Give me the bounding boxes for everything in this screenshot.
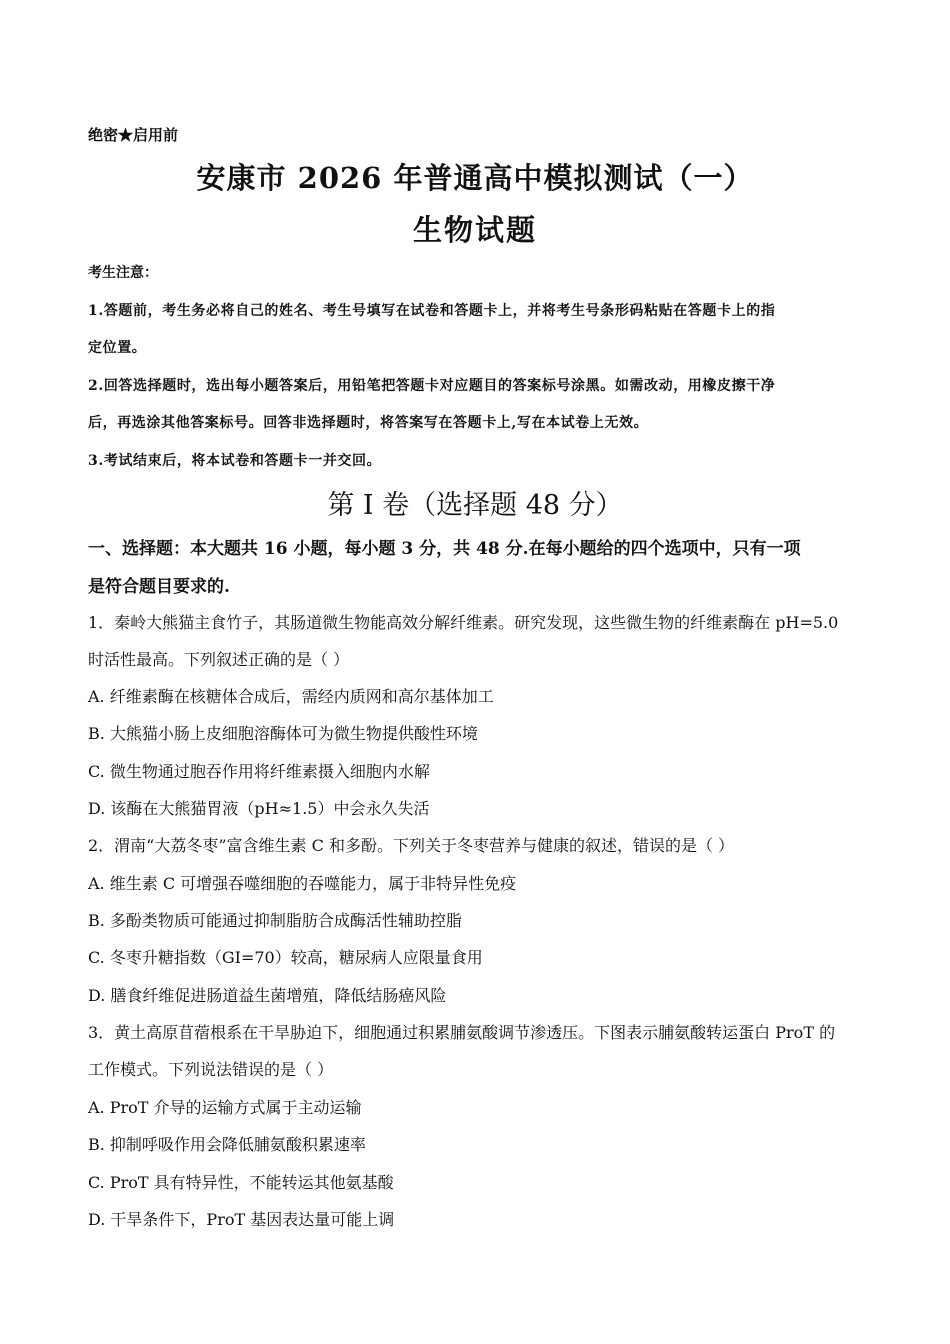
- question-3-option-c: C. ProT 具有特异性，不能转运其他氨基酸: [88, 1173, 394, 1192]
- part-instruction: 一、选择题：本大题共 16 小题，每小题 3 分，共 48 分.在每小题给的四个选项中，只有一项: [88, 539, 801, 559]
- notice-line: 定位置。: [88, 340, 147, 356]
- question-3-option-b: B. 抑制呼吸作用会降低脯氨酸积累速率: [88, 1135, 366, 1154]
- question-1-option-c: C. 微生物通过胞吞作用将纤维素摄入细胞内水解: [88, 762, 430, 781]
- notice-line: 3.考试结束后，将本试卷和答题卡一并交回。: [88, 453, 382, 469]
- exam-subject: 生物试题: [412, 213, 537, 247]
- question-3-stem: 工作模式。下列说法错误的是（ ）: [88, 1060, 334, 1079]
- question-2-option-d: D. 膳食纤维促进肠道益生菌增殖，降低结肠癌风险: [88, 986, 447, 1005]
- section-title: 第 I 卷（选择题 48 分）: [327, 490, 623, 521]
- notice-line: 后，再选涂其他答案标号。回答非选择题时，将答案写在答题卡上,写在本试卷上无效。: [88, 415, 649, 431]
- notice-line: 1.答题前，考生务必将自己的姓名、考生号填写在试卷和答题卡上，并将考生号条形码粘贴在答题卡上的指: [88, 303, 776, 319]
- exam-title: 安康市 2026 年普通高中模拟测试（一）: [196, 161, 754, 195]
- question-2-stem: 2．渭南“大荔冬枣”富含维生素 C 和多酚。下列关于冬枣营养与健康的叙述，错误的是（ ）: [88, 836, 735, 855]
- question-2-option-c: C. 冬枣升糖指数（GI=70）较高，糖尿病人应限量食用: [88, 948, 483, 967]
- question-3-option-d: D. 干旱条件下，ProT 基因表达量可能上调: [88, 1210, 395, 1229]
- part-instruction: 是符合题目要求的.: [88, 577, 230, 597]
- question-2-option-b: B. 多酚类物质可能通过抑制脂肪合成酶活性辅助控脂: [88, 911, 462, 930]
- question-2-option-a: A. 维生素 C 可增强吞噬细胞的吞噬能力，属于非特异性免疫: [88, 874, 517, 893]
- question-1-stem: 1．秦岭大熊猫主食竹子，其肠道微生物能高效分解纤维素。研究发现，这些微生物的纤维素酶在 pH=5.0: [88, 613, 839, 632]
- question-3-stem: 3．黄土高原苜蓿根系在干旱胁迫下，细胞通过积累脯氨酸调节渗透压。下图表示脯氨酸转运蛋白 ProT 的: [88, 1023, 836, 1042]
- question-1-option-a: A. 纤维素酶在核糖体合成后，需经内质网和高尔基体加工: [88, 687, 494, 706]
- confidential-label: 绝密★启用前: [88, 126, 179, 144]
- question-1-option-b: B. 大熊猫小肠上皮细胞溶酶体可为微生物提供酸性环境: [88, 724, 478, 743]
- notice-line: 2.回答选择题时，选出每小题答案后，用铅笔把答题卡对应题目的答案标号涂黑。如需改动，用橡皮擦干净: [88, 378, 776, 394]
- question-1-option-d: D. 该酶在大熊猫胃液（pH≈1.5）中会永久失活: [88, 799, 430, 818]
- question-3-option-a: A. ProT 介导的运输方式属于主动运输: [88, 1098, 362, 1117]
- notice-heading: 考生注意：: [88, 265, 158, 281]
- question-1-stem: 时活性最高。下列叙述正确的是（ ）: [88, 650, 350, 669]
